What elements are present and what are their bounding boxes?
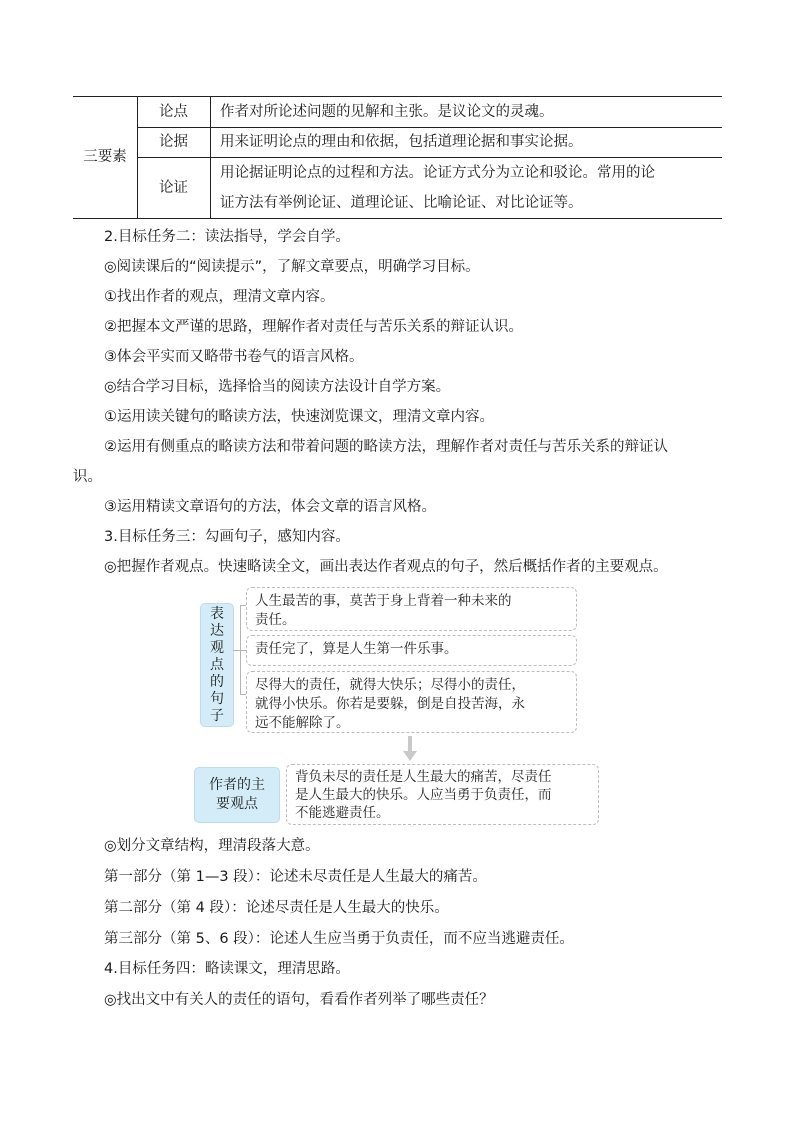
table-term: 论点 [159,104,188,120]
down-arrow-icon [402,736,418,762]
paragraph: ②把握本文严谨的思路，理解作者对责任与苦乐关系的辩证认识。 [104,319,523,335]
section-heading: 4.目标任务四：略读课文，理清思路。 [104,961,350,977]
table-term: 论证 [159,180,188,196]
paragraph: ③体会平实而又略带书卷气的语言风格。 [104,349,364,365]
connector-line [240,605,241,695]
quote-box: 尽得大的责任，就得大快乐；尽得小的责任， 就得小快乐。你若是要躲，倒是自投苦海，永 远不能解除了。 [246,671,577,733]
section-heading: 2.目标任务二：读法指导，学会自学。 [104,229,350,245]
paragraph-continuation: 识。 [73,469,102,485]
paragraph: ②运用有侧重点的略读方法和带着问题的略读方法，理解作者对责任与苦乐关系的辩证认 [104,439,668,455]
paragraph: ◎划分文章结构，理清段落大意。 [104,838,320,854]
paragraph: 第一部分（第 1—3 段）：论述未尽责任是人生最大的痛苦。 [104,869,487,885]
table-desc: 用论据证明论点的过程和方法。论证方式分为立论和驳论。常用的论 [220,165,655,181]
table-desc: 作者对所论述问题的见解和主张。是议论文的灵魂。 [220,104,554,120]
diagram-left-label: 表达观点的句子 [200,603,234,727]
table-group-label: 三要素 [83,149,127,165]
main-viewpoint-box: 背负未尽的责任是人生最大的痛苦，尽责任 是人生最大的快乐。人应当勇于负责任，而 不能逃避责任。 [286,764,599,825]
table-desc: 用来证明论点的理由和依据，包括道理论据和事实论据。 [220,134,583,150]
paragraph: ③运用精读文章语句的方法，体会文章的语言风格。 [104,499,436,515]
paragraph: ①运用读关键句的略读方法，快速浏览课文，理清文章内容。 [104,409,494,425]
paragraph: ◎阅读课后的“阅读提示”，了解文章要点，明确学习目标。 [104,259,480,275]
table-term: 论据 [159,134,188,150]
table-desc: 证方法有举例论证、道理论证、比喻论证、对比论证等。 [220,195,583,211]
paragraph: 第二部分（第 4 段）：论述尽责任是人生最大的快乐。 [104,900,449,916]
quote-box: 责任完了，算是人生第一件乐事。 [246,635,577,666]
paragraph: 第三部分（第 5、6 段）：论述人生应当勇于负责任，而不应当逃避责任。 [104,931,574,947]
elements-table [73,96,722,219]
diagram-bottom-label: 作者的主 要观点 [194,767,280,823]
paragraph: ①找出作者的观点，理清文章内容。 [104,289,335,305]
paragraph: ◎把握作者观点。快速略读全文，画出表达作者观点的句子，然后概括作者的主要观点。 [104,559,668,575]
quote-box: 人生最苦的事，莫苦于身上背着一种未来的 责任。 [246,587,577,631]
paragraph: ◎找出文中有关人的责任的语句，看看作者列举了哪些责任？ [104,992,494,1008]
paragraph: ◎结合学习目标，选择恰当的阅读方法设计自学方案。 [104,379,451,395]
table-bottom-border [73,218,722,219]
section-heading: 3.目标任务三：勾画句子，感知内容。 [104,529,350,545]
table-col-divider [210,96,211,219]
